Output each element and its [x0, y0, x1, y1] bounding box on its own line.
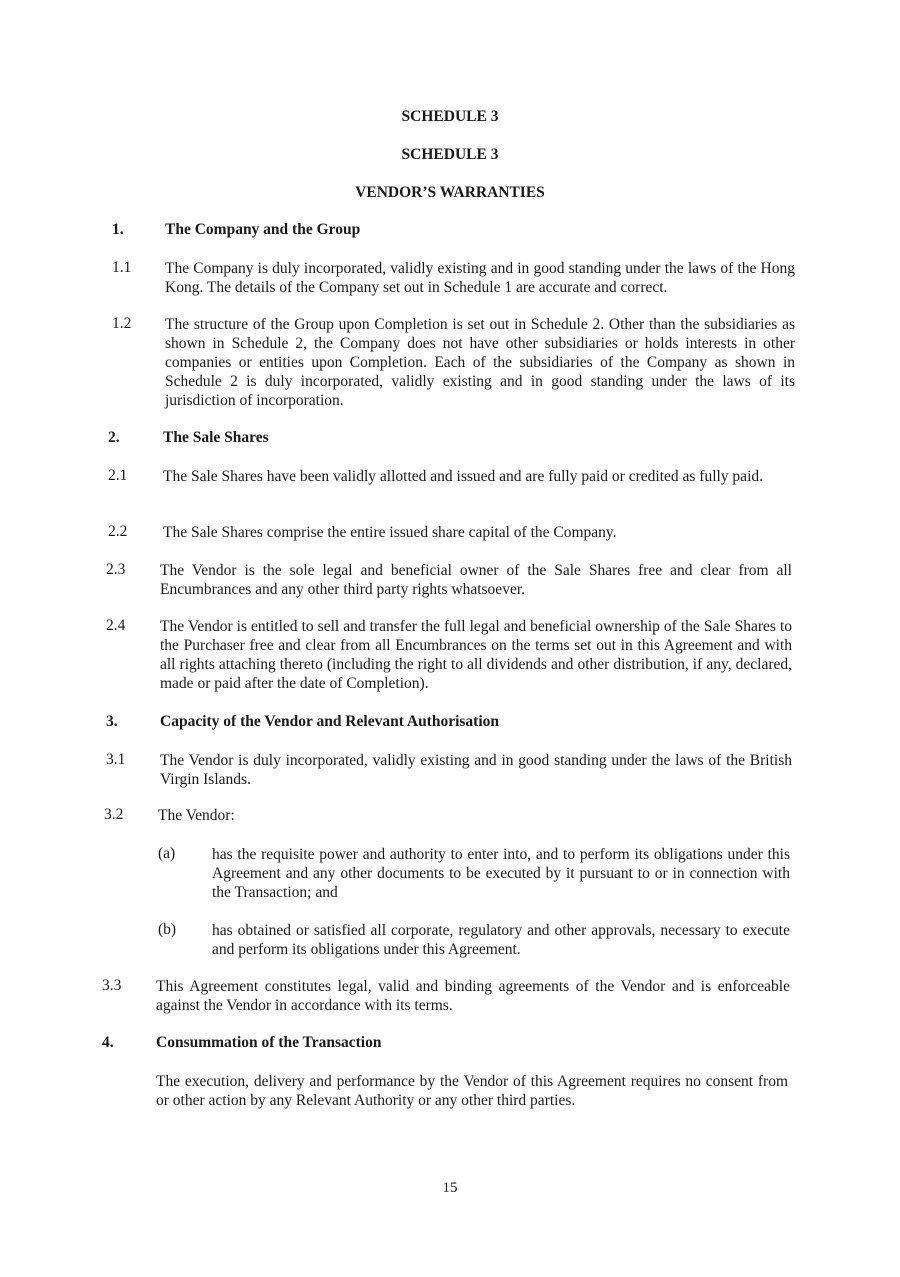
clause-number: 2.3 [106, 561, 126, 578]
subclause-label: (b) [158, 921, 177, 938]
clause-number: 3.3 [102, 977, 122, 994]
section-heading: The Company and the Group [165, 221, 361, 238]
section-number: 1. [112, 221, 124, 238]
clause-text: The Company is duly incorporated, validly existing and in good standing under the laws of the Hong Kong. The details of the Company set out in Schedule 1 are accurate and correct. [165, 260, 795, 296]
clause-text: The Vendor is duly incorporated, validly existing and in good standing under the laws of the British Virgin Islands. [160, 752, 792, 788]
document-title: VENDOR’S WARRANTIES [355, 184, 545, 201]
clause-number: 2.4 [106, 617, 126, 634]
schedule-header-repeat: SCHEDULE 3 [401, 146, 499, 163]
clause-number: 1.2 [112, 315, 132, 332]
clause-number: 1.1 [112, 259, 132, 276]
section-number: 2. [108, 429, 120, 446]
clause-text: The structure of the Group upon Completion is set out in Schedule 2. Other than the subsidiaries as shown in Schedule 2, the Company does not have other subsidiaries or holds interests in other companies or entities upon Completion. Each of the subsidiaries of the Company as shown in Schedule 2 is duly incorporated, validly existing and in good standing under the laws of its jurisdiction of incorporation. [165, 316, 795, 409]
clause-number: 3.1 [106, 751, 126, 768]
section-heading: Consummation of the Transaction [156, 1034, 382, 1051]
subclause-label: (a) [158, 845, 176, 862]
clause-text: The Vendor is entitled to sell and transfer the full legal and beneficial ownership of the Sale Shares to the Purchaser free and clear from all Encumbrances on the terms set out in this Agreement and with all rights attaching thereto (including the right to all dividends and other distribution, if any, declared, made or paid after the date of Completion). [160, 618, 792, 692]
clause-number: 2.2 [108, 523, 128, 540]
clause-text: The Sale Shares have been validly allotted and issued and are fully paid or credited as fully paid. [163, 468, 763, 485]
clause-text: This Agreement constitutes legal, valid and binding agreements of the Vendor and is enforceable against the Vendor in accordance with its terms. [156, 978, 790, 1014]
clause-text: The Vendor: [158, 807, 235, 824]
section-body: The execution, delivery and performance by the Vendor of this Agreement requires no consent from or other action by any Relevant Authority or any other third parties. [156, 1073, 788, 1109]
clause-text: The Vendor is the sole legal and beneficial owner of the Sale Shares free and clear from all Encumbrances and any other third party rights whatsoever. [160, 562, 792, 598]
clause-number: 2.1 [108, 467, 128, 484]
schedule-header: SCHEDULE 3 [401, 108, 499, 125]
section-heading: Capacity of the Vendor and Relevant Authorisation [160, 713, 500, 730]
section-number: 4. [102, 1034, 114, 1051]
section-number: 3. [106, 713, 118, 730]
clause-number: 3.2 [104, 806, 124, 823]
section-heading: The Sale Shares [163, 429, 269, 446]
subclause-text: has the requisite power and authority to enter into, and to perform its obligations under this Agreement and any other documents to be executed by it pursuant to or in connection with the Transaction; and [212, 846, 790, 901]
page-number: 15 [442, 1180, 458, 1196]
clause-text: The Sale Shares comprise the entire issued share capital of the Company. [163, 524, 617, 541]
subclause-text: has obtained or satisfied all corporate, regulatory and other approvals, necessary to execute and perform its obligations under this Agreement. [212, 922, 790, 958]
